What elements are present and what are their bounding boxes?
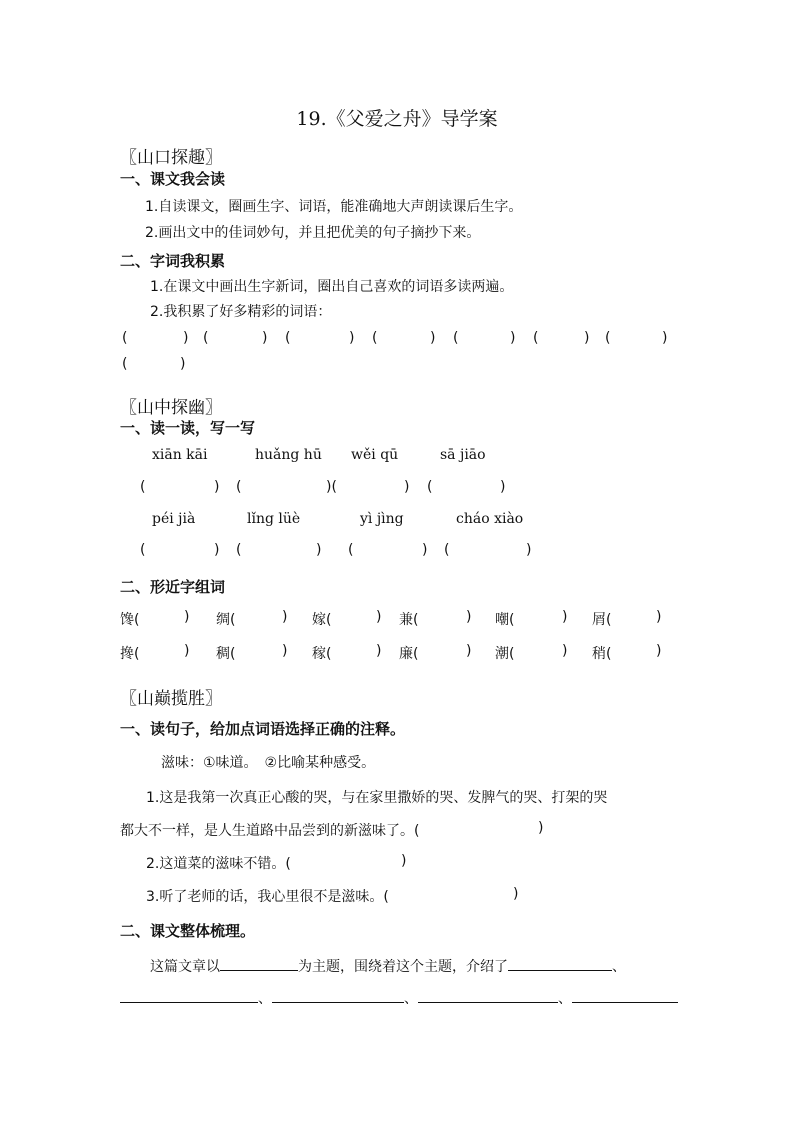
- pinyin-prompt: huǎng hū: [255, 447, 322, 463]
- blank-close-paren: ): [404, 479, 410, 495]
- pinyin-prompt: xiān kāi: [152, 447, 208, 463]
- blank-open-paren: (: [236, 479, 242, 495]
- fill-blank[interactable]: [220, 956, 298, 971]
- blank-close-paren: ): [656, 609, 662, 625]
- blank-open-paren: (: [348, 542, 354, 558]
- word-meaning-options: 滋味：①味道。 ②比喻某种感受。: [161, 755, 376, 771]
- answer-close-paren[interactable]: ): [513, 886, 519, 902]
- blank-close-paren: ): [662, 330, 668, 346]
- char-item: 馋(: [120, 612, 140, 628]
- answer-close-paren[interactable]: ): [401, 853, 407, 869]
- blank-close-paren: ): [184, 643, 190, 659]
- blank-close-paren: ): [282, 609, 288, 625]
- instruction-line: 1.在课文中画出生字新词，圈出自己喜欢的词语多读两遍。: [150, 279, 514, 295]
- char-item: 稼(: [312, 646, 332, 662]
- char-item: 潮(: [495, 646, 515, 662]
- pinyin-prompt: cháo xiào: [456, 511, 524, 527]
- separator: 、: [558, 991, 572, 1007]
- question-heading: 二、形近字组词: [120, 578, 226, 596]
- char-item: 稠(: [216, 646, 236, 662]
- blank-close-paren: ): [510, 330, 516, 346]
- pinyin-prompt: wěi qū: [351, 447, 399, 463]
- pinyin-prompt: péi jià: [152, 511, 196, 527]
- blank-open-paren: (: [140, 479, 146, 495]
- page-title: 19.《父爱之舟》导学案: [296, 108, 498, 130]
- char-item: 兼(: [399, 612, 419, 628]
- blank-close-paren: ): [183, 330, 189, 346]
- char-item: 绸(: [216, 612, 236, 628]
- fill-blank[interactable]: [120, 988, 258, 1003]
- section-heading-shankou: 〖山口探趣〗: [120, 148, 222, 168]
- blank-open-paren: (: [203, 330, 209, 346]
- blank-close-paren: ): [466, 609, 472, 625]
- blank-close-paren: ): [422, 542, 428, 558]
- fill-blank[interactable]: [272, 988, 404, 1003]
- fill-blank[interactable]: [572, 988, 678, 1003]
- blank-close-paren: ): [500, 479, 506, 495]
- char-item: 稍(: [592, 646, 612, 662]
- fill-blank[interactable]: [508, 956, 612, 971]
- blank-close-paren: ): [526, 542, 532, 558]
- instruction-line: 2.画出文中的佳词妙句，并且把优美的句子摘抄下来。: [145, 225, 481, 241]
- sentence-line: 3.听了老师的话，我心里很不是滋味。(: [146, 889, 389, 905]
- blank-open-paren: (: [444, 542, 450, 558]
- sentence-line: 2.这道菜的滋味不错。(: [146, 856, 291, 872]
- char-item: 搀(: [120, 646, 140, 662]
- blank-close-paren: ): [376, 609, 382, 625]
- pinyin-prompt: lǐng lüè: [247, 511, 301, 527]
- blank-close-paren: ): [430, 330, 436, 346]
- blank-open-paren: (: [122, 330, 128, 346]
- question-heading: 一、读一读，写一写: [120, 419, 256, 437]
- summary-line: [120, 988, 678, 1008]
- section-heading-shandian: 〖山巅揽胜〗: [120, 689, 222, 709]
- blank-close-paren: ): [262, 330, 268, 346]
- blank-open-paren: (: [453, 330, 459, 346]
- blank-open-paren: (: [605, 330, 611, 346]
- pinyin-prompt: yì jìng: [360, 511, 404, 527]
- blank-open-paren: (: [533, 330, 539, 346]
- blank-close-paren: ): [562, 643, 568, 659]
- separator: 、: [258, 991, 272, 1007]
- blank-open-paren: (: [140, 542, 146, 558]
- question-heading: 一、课文我会读: [120, 170, 226, 188]
- separator: 、: [404, 991, 418, 1007]
- instruction-line: 1.自读课文，圈画生字、词语，能准确地大声朗读课后生字。: [145, 199, 523, 215]
- question-heading: 二、课文整体梳理。: [120, 922, 256, 940]
- blank-close-paren: ): [562, 609, 568, 625]
- question-heading: 二、字词我积累: [120, 252, 226, 270]
- fill-blank[interactable]: [418, 988, 558, 1003]
- blank-open-paren: (: [427, 479, 433, 495]
- blank-close-paren: ): [282, 643, 288, 659]
- instruction-line: 2.我积累了好多精彩的词语：: [150, 304, 332, 320]
- section-heading-shanzhong: 〖山中探幽〗: [120, 398, 222, 418]
- sentence-line: 1.这是我第一次真正心酸的哭，与在家里撒娇的哭、发脾气的哭、打架的哭: [146, 790, 608, 806]
- answer-close-paren[interactable]: ): [538, 820, 544, 836]
- blank-close-paren: ): [214, 479, 220, 495]
- summary-line: [150, 956, 626, 976]
- blank-close-paren: ): [180, 356, 186, 372]
- char-item: 嫁(: [312, 612, 332, 628]
- summary-text: 这篇文章以: [150, 959, 220, 975]
- blank-close-paren: ): [656, 643, 662, 659]
- blank-close-paren: ): [214, 542, 220, 558]
- sentence-line: 都大不一样，是人生道路中品尝到的新滋味了。(: [120, 823, 420, 839]
- char-item: 嘲(: [495, 612, 515, 628]
- blank-close-paren: )(: [326, 479, 337, 495]
- blank-close-paren: ): [376, 643, 382, 659]
- question-heading: 一、读句子，给加点词语选择正确的注释。: [120, 720, 406, 738]
- pinyin-prompt: sā jiāo: [440, 447, 486, 463]
- blank-close-paren: ): [584, 330, 590, 346]
- char-item: 廉(: [399, 646, 419, 662]
- blank-open-paren: (: [285, 330, 291, 346]
- separator: 、: [612, 959, 626, 975]
- blank-open-paren: (: [372, 330, 378, 346]
- summary-text: 为主题，围绕着这个主题，介绍了: [298, 959, 508, 975]
- blank-close-paren: ): [184, 609, 190, 625]
- blank-open-paren: (: [236, 542, 242, 558]
- blank-close-paren: ): [349, 330, 355, 346]
- blank-close-paren: ): [466, 643, 472, 659]
- blank-close-paren: ): [316, 542, 322, 558]
- blank-open-paren: (: [122, 356, 128, 372]
- char-item: 屑(: [592, 612, 612, 628]
